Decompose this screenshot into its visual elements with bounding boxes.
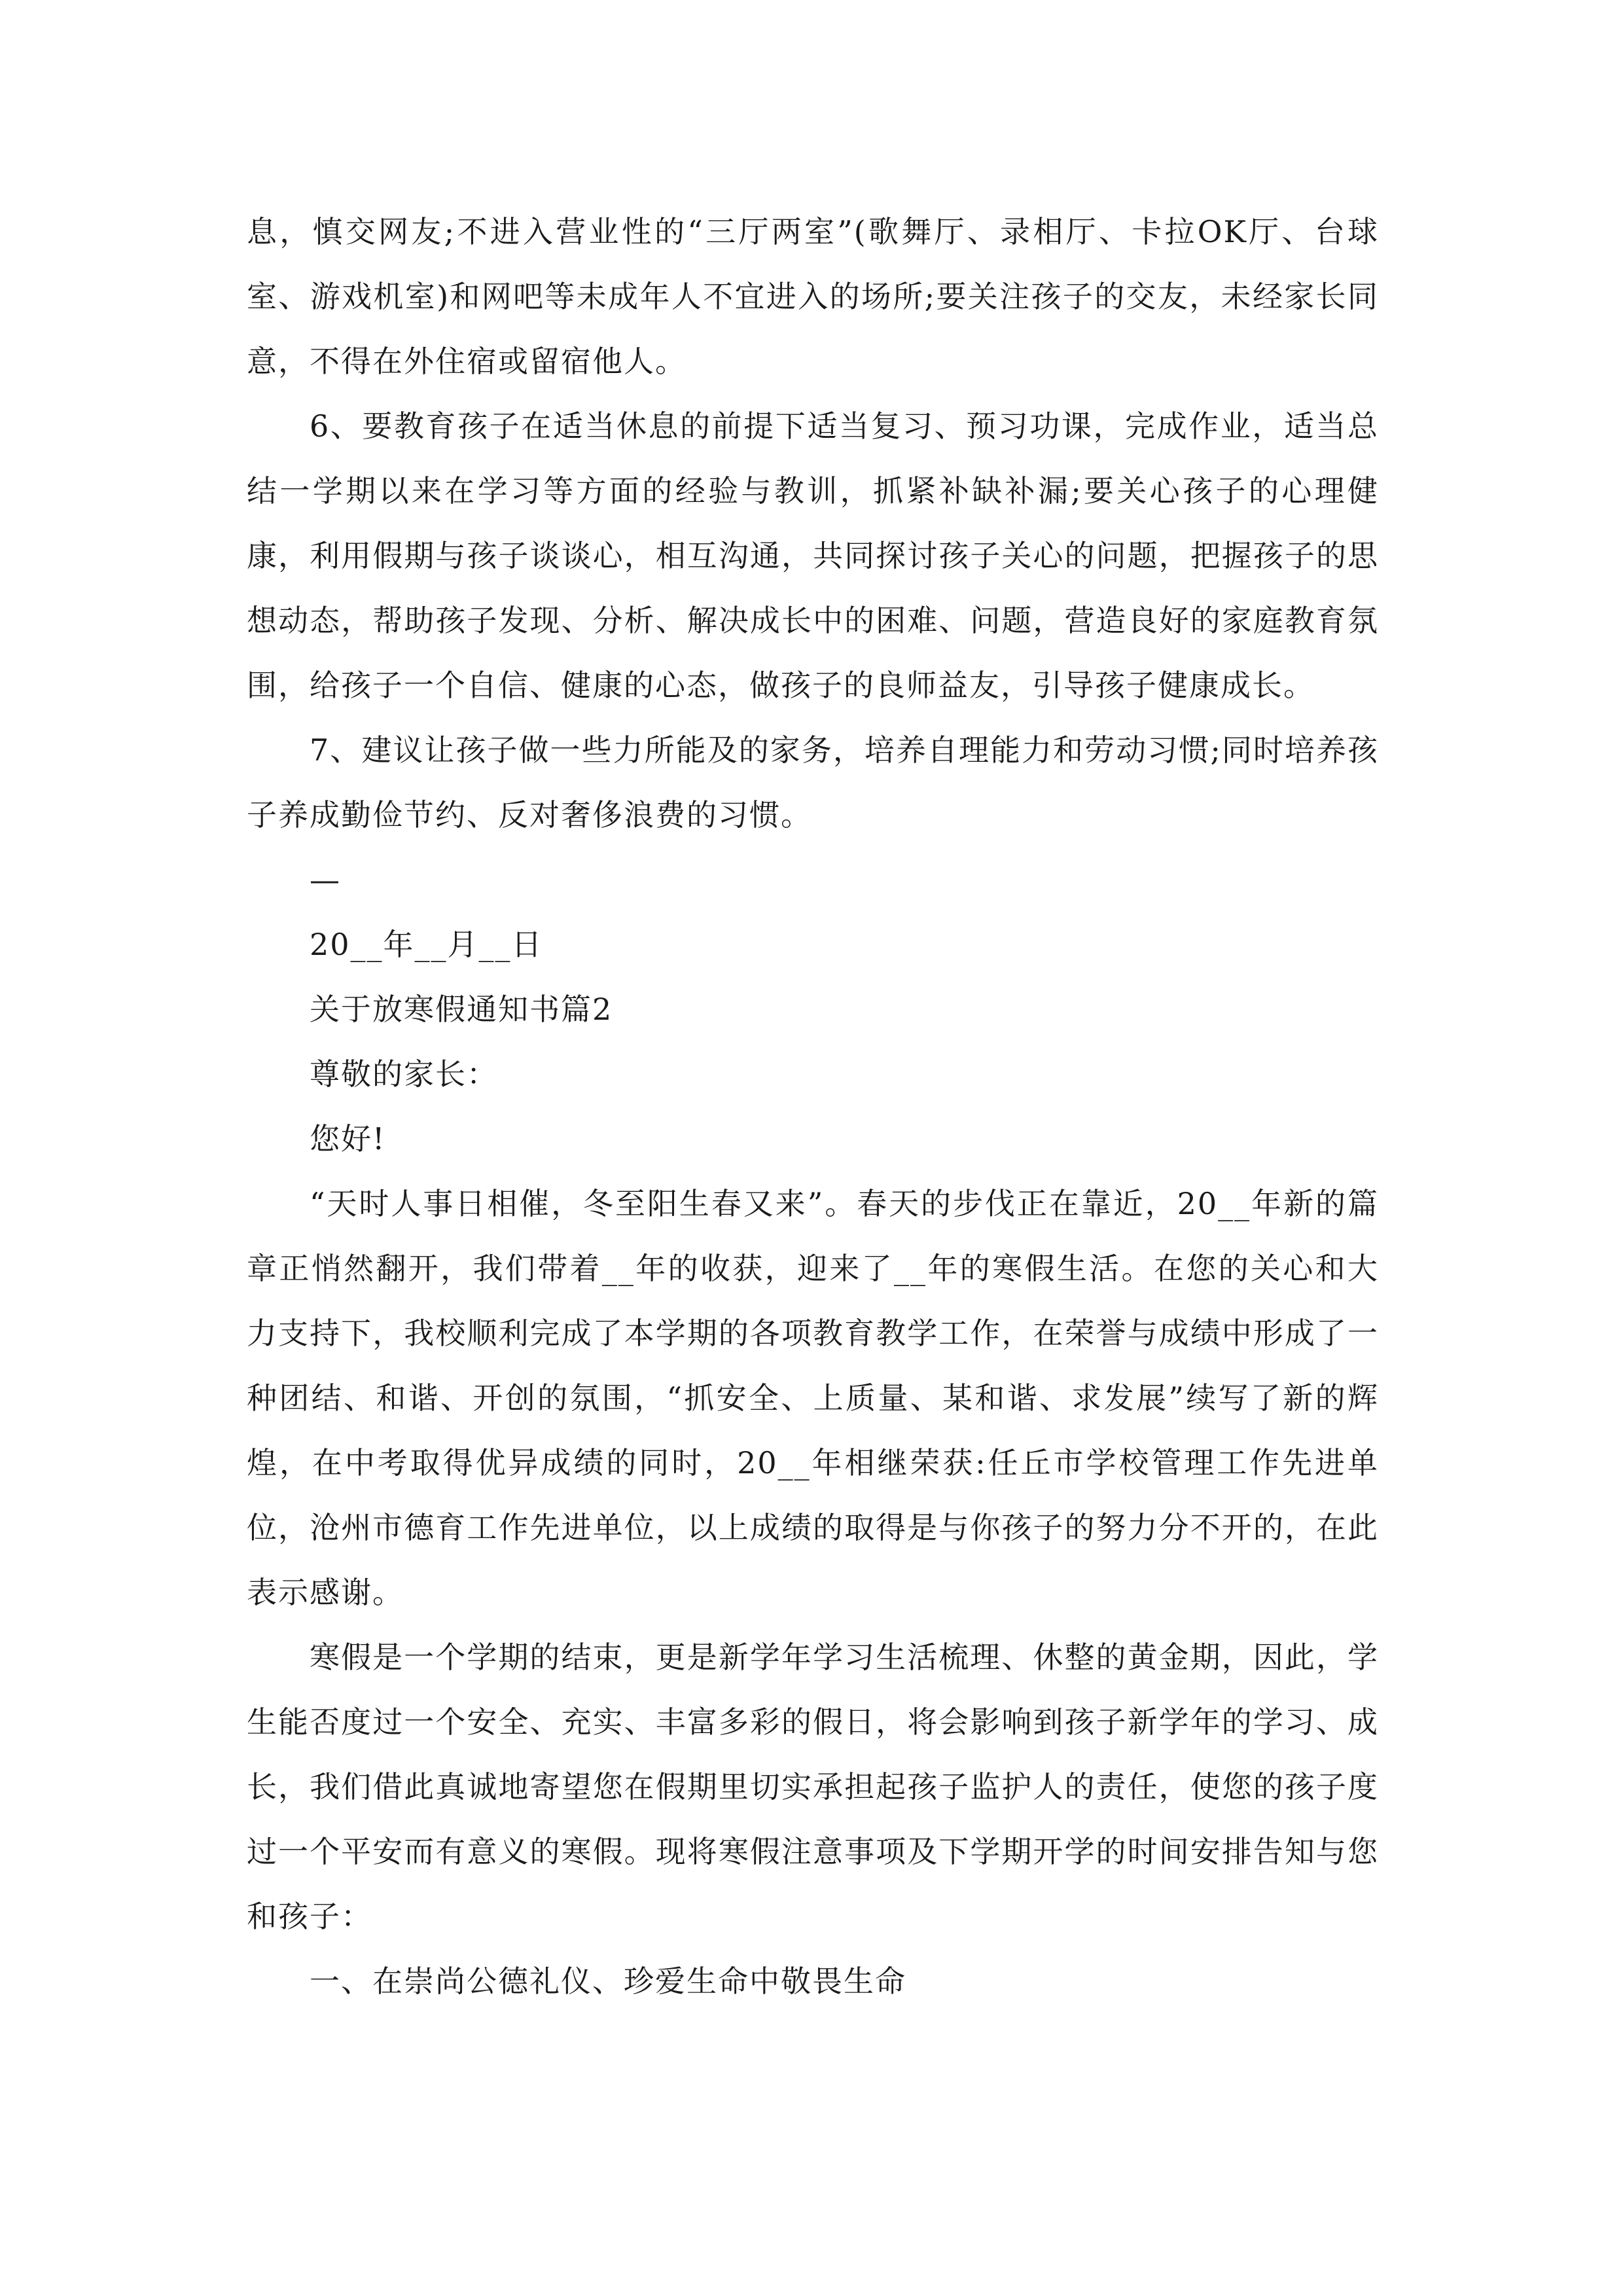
- greeting: 您好!: [310, 1121, 386, 1157]
- salutation: 尊敬的家长：: [310, 1056, 498, 1092]
- paragraph-continuation: 息，慎交网友;不进入营业性的“三厅两室”(歌舞厅、录相厅、卡拉OK厅、台球室、游戏机室)和网吧等未成年人不宜进入的场所;要关注孩子的交友，未经家长同意，不得在外住宿或留宿他人。: [247, 214, 1379, 379]
- section-title: 关于放寒假通知书篇2: [310, 992, 613, 1027]
- paragraph-intro: “天时人事日相催，冬至阳生春又来”。春天的步伐正在靠近，20__年新的篇章正悄然翻开，我们带着__年的收获，迎来了__年的寒假生活。在您的关心和大力支持下，我校顺利完成了本学期的各项教育教学工作，在荣誉与成绩中形成了一种团结、和谐、开创的氛围，“抓安全、上质量、某和谐、求发展”续写了新的辉煌，在中考取得优异成绩的同时，20__年相继荣获:任丘市学校管理工作先进单位，沧州市德育工作先进单位，以上成绩的取得是与你孩子的努力分不开的，在此表示感谢。: [247, 1186, 1379, 1610]
- paragraph-holiday: 寒假是一个学期的结束，更是新学年学习生活梳理、休整的黄金期，因此，学生能否度过一个安全、充实、丰富多彩的假日，将会影响到孩子新学年的学习、成长，我们借此真诚地寄望您在假期里切实承担起孩子监护人的责任，使您的孩子度过一个平安而有意义的寒假。现将寒假注意事项及下学期开学的时间安排告知与您和孩子：: [247, 1640, 1379, 1934]
- heading-one: 一、在崇尚公德礼仪、珍爱生命中敬畏生命: [310, 1964, 906, 1999]
- paragraph-item-7: 7、建议让孩子做一些力所能及的家务，培养自理能力和劳动习惯;同时培养孩子养成勤俭节约、反对奢侈浪费的习惯。: [247, 732, 1379, 833]
- paragraph-item-6: 6、要教育孩子在适当休息的前提下适当复习、预习功课，完成作业，适当总结一学期以来在学习等方面的经验与教训，抓紧补缺补漏;要关心孩子的心理健康，利用假期与孩子谈谈心，相互沟通，共同探讨孩子关心的问题，把握孩子的思想动态，帮助孩子发现、分析、解决成长中的困难、问题，营造良好的家庭教育氛围，给孩子一个自信、健康的心态，做孩子的良师益友，引导孩子健康成长。: [247, 408, 1379, 703]
- document-body: [247, 200, 1379, 2014]
- signature-dash: —: [310, 862, 341, 897]
- date-line: 20__年__月__日: [310, 927, 543, 962]
